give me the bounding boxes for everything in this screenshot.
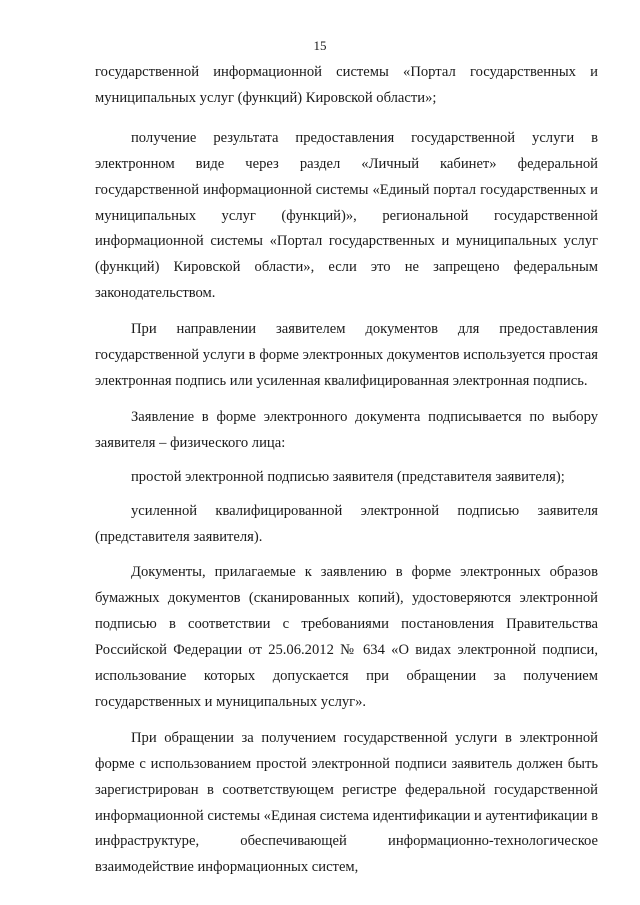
- paragraph-qualified-signature: усиленной квалифицированной электронной подписью заявителя (представителя заявителя).: [95, 502, 598, 545]
- paragraph-simple-signature: простой электронной подписью заявителя (представителя заявителя);: [131, 468, 565, 485]
- paragraph-registration-requirement: При обращении за получением государственной услуги в электронной форме с использованием простой электронной подписи заявитель должен быть зарегистрирован в соответствующем регистре федеральной государственной информационной системы «Единая система идентификации и аутентификации в инфраструктуре, обеспечивающей информационно-технологическое взаимодействие информационных систем,: [95, 729, 598, 876]
- paragraph-application-signing: Заявление в форме электронного документа подписывается по выбору заявителя – физического лица:: [95, 408, 598, 451]
- paragraph-continuation: государственной информационной системы «Портал государственных и муниципальных услуг (функций) Кировской области»;: [95, 64, 598, 106]
- paragraph-attached-documents: Документы, прилагаемые к заявлению в форме электронных образов бумажных документов (сканированных копий), удостоверяются электронной подписью в соответствии с требованиями постановления Правительства Российской Федерации от 25.06.2012 № 634 «О видах электронной подписи, использование которых допускается при обращении за получением государственных и муниципальных услуг».: [95, 564, 598, 710]
- paragraph-signature-types: При направлении заявителем документов для предоставления государственной услуги в форме электронных документов используется простая электронная подпись или усиленная квалифицированная электронная подпись.: [95, 321, 598, 389]
- document-body: [95, 60, 598, 881]
- page-number: 15: [313, 38, 327, 53]
- paragraph-result-delivery: получение результата предоставления государственной услуги в электронном виде через раздел «Личный кабинет» федеральной государственной информационной системы «Единый портал государственных и муниципальных услуг (функций)», региональной государственной информационной системы «Портал государственных и муниципальных услуг (функций) Кировской области», если это не запрещено федеральным законодательством.: [95, 129, 598, 302]
